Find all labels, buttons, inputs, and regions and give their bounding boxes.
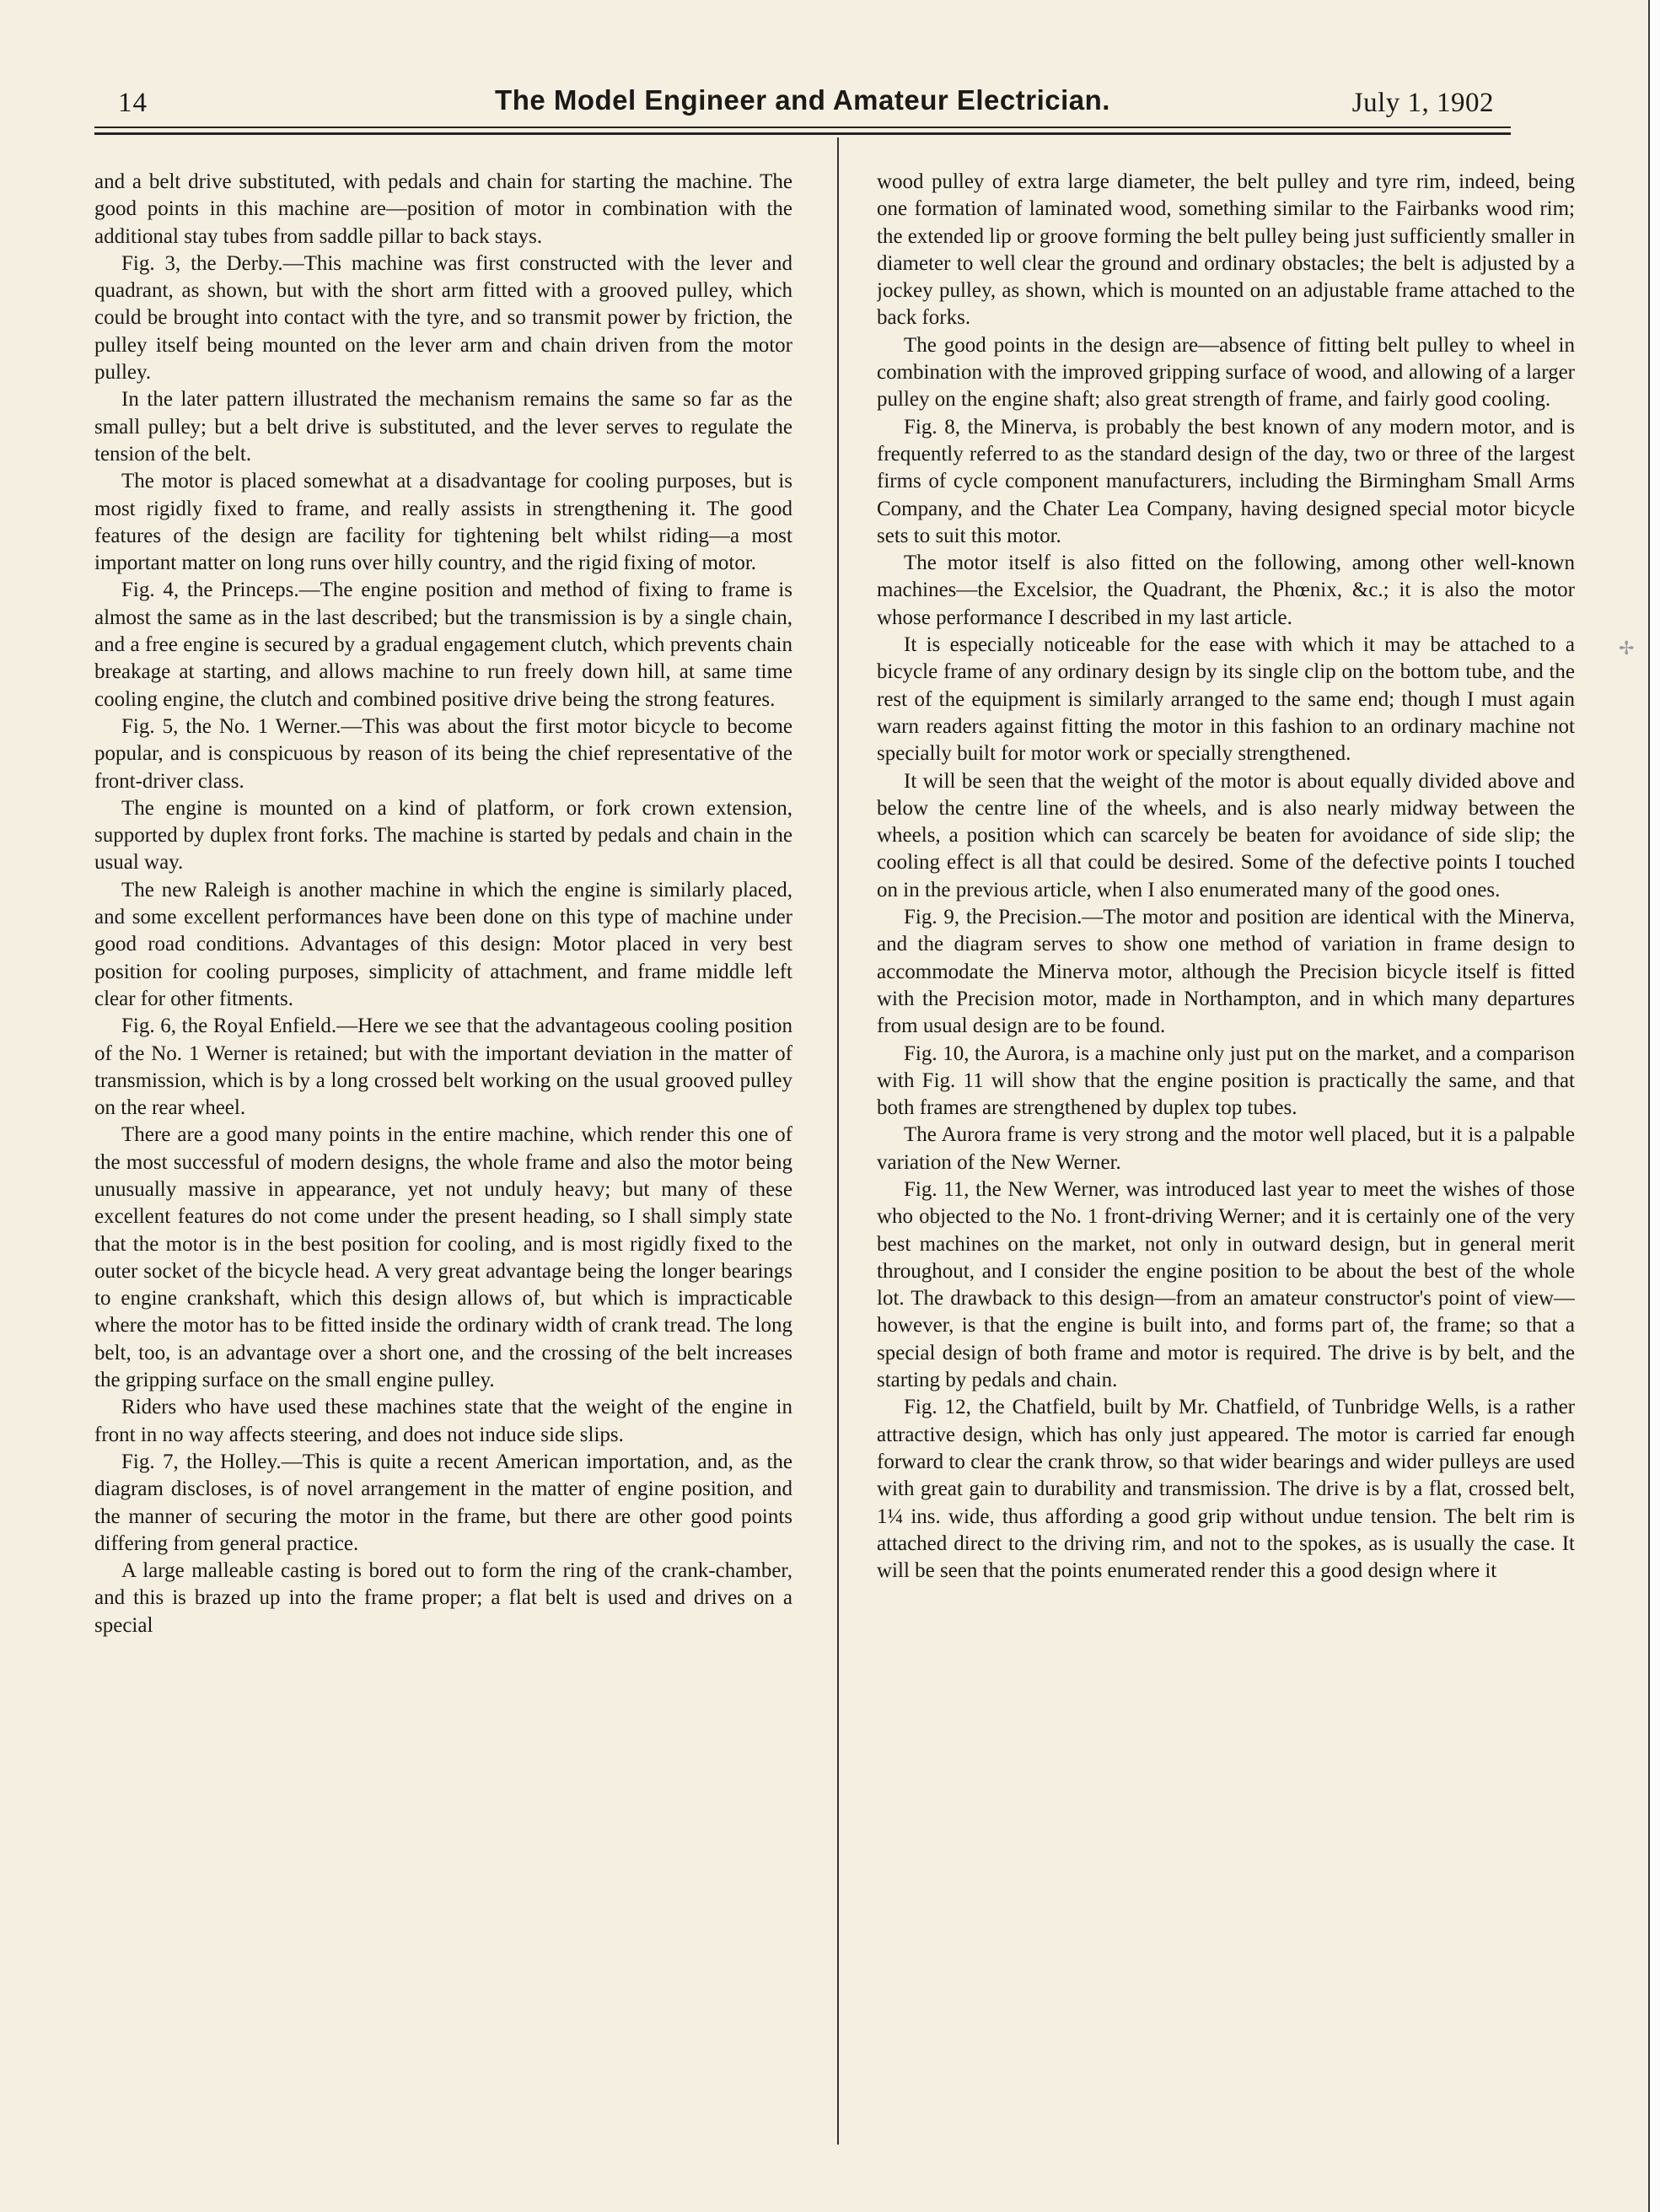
header-rule [94,126,1511,128]
paragraph: Fig. 9, the Precision.—The motor and position are identical with the Minerva, and the diagram serves to show one method of variation in frame design to accommodate the Minerva motor, although the Precision bicycle itself is fitted with the Precision motor, made in Northampton, and in which many departures from usual design are to be found. [877,906,1575,1038]
issue-date: July 1, 1902 [1351,88,1494,118]
header-rule-double [94,132,1511,135]
paragraph: Fig. 12, the Chatfield, built by Mr. Chatfield, of Tunbridge Wells, is a rather attractive design, which has only just appeared. The motor is carried far enough forward to clear the crank throw, so that wider bearings and wider pulleys are used with great gain to durability and transmission. The drive is by a flat, crossed belt, 1¼ ins. wide, thus affording a good grip without undue tension. The belt rim is attached direct to the driving rim, and not to the spokes, as is usually the case. It will be seen that the points enumerated render this a good design where it [877,1396,1575,1583]
page-number: 14 [118,88,148,118]
left-column [94,169,792,2159]
paragraph: Fig. 8, the Minerva, is probably the best known of any modern motor, and is frequently referred to as the standard design of the day, two or three of the largest firms of cycle component manufacturers, including the Birmingham Small Arms Company, and the Chater Lea Company, having designed special motor bicycle sets to suit this motor. [877,415,1575,547]
paragraph: A large malleable casting is bored out to form the ring of the crank-chamber, and this is brazed up into the frame proper; a flat belt is used and drives on a special [94,1559,792,1637]
paragraph: There are a good many points in the entire machine, which render this one of the most successful of modern designs, the whole frame and also the motor being unusually massive in appearance, yet not unduly heavy; but many of these excellent features do not come under the present heading, so I shall simply state that the motor is in the best position for cooling, and is most rigidly fixed to the outer socket of the bicycle head. A very great advantage being the longer bearings to engine crankshaft, which this design allows of, but which is impracticable where the motor has to be fitted inside the ordinary width of crank tread. The long belt, too, is an advantage over a short one, and the crossing of the belt increases the gripping surface on the small engine pulley. [94,1123,792,1392]
right-column [877,169,1575,2159]
paragraph: The good points in the design are—absence of fitting belt pulley to wheel in combination with the improved gripping surface of wood, and allowing of a larger pulley on the engine shaft; also great strength of frame, and fairly good cooling. [877,333,1575,412]
journal-title: The Model Engineer and Amateur Electrician. [495,84,1110,116]
paragraph: Fig. 11, the New Werner, was introduced last year to meet the wishes of those who objected to the No. 1 front-driving Werner; and it is certainly one of the very best machines on the market, not only in outward design, but in general merit throughout, and I consider the engine position to be about the best of the whole lot. The drawback to this design—from an amateur constructor's point of view—however, is that the engine is built into, and forms part of, the frame; so that a special design of both frame and motor is required. The drive is by belt, and the starting by pedals and chain. [877,1177,1575,1392]
paragraph: Fig. 6, the Royal Enfield.—Here we see that the advantageous cooling position of the No. 1 Werner is retained; but with the important deviation in the matter of transmission, which is by a long crossed belt working on the usual grooved pulley on the rear wheel. [94,1015,792,1120]
paragraph: Fig. 5, the No. 1 Werner.—This was about the first motor bicycle to become popular, and is conspicuous by reason of its being the chief representative of the front-driver class. [94,714,792,793]
paragraph: The Aurora frame is very strong and the motor well placed, but it is a palpable variation of the New Werner. [877,1123,1575,1174]
page-edge [1648,0,1660,2212]
paragraph: The motor itself is also fitted on the following, among other well-known machines—the Excelsior, the Quadrant, the Phœnix, &c.; it is also the motor whose performance I described in my last article. [877,552,1575,629]
margin-mark: ✢ [1619,638,1635,659]
paragraph: It will be seen that the weight of the motor is about equally divided above and below the centre line of the wheels, and is also nearly midway between the wheels, a position which can scarcely be beaten for avoidance of side slip; the cooling effect is all that could be desired. Some of the defective points I touched on in the previous article, when I also enumerated many of the good ones. [877,769,1575,901]
paragraph: Fig. 7, the Holley.—This is quite a recent American importation, and, as the diagram discloses, is of novel arrangement in the matter of engine position, and the manner of securing the motor in the frame, but there are other good points differing from general practice. [94,1450,792,1555]
paragraph: wood pulley of extra large diameter, the belt pulley and tyre rim, indeed, being one formation of laminated wood, something similar to the Fairbanks wood rim; the extended lip or groove forming the belt pulley being just sufficiently smaller in diameter to well clear the ground and ordinary obstacles; the belt is adjusted by a jockey pulley, as shown, which is mounted on an adjustable frame attached to the back forks. [877,170,1575,330]
paragraph: and a belt drive substituted, with pedals and chain for starting the machine. The good points in this machine are—position of motor in combination with the additional stay tubes from saddle pillar to back stays. [94,170,792,248]
column-divider [837,137,839,2145]
paragraph: Riders who have used these machines state that the weight of the engine in front in no way affects steering, and does not induce side slips. [94,1396,792,1446]
paragraph: Fig. 3, the Derby.—This machine was first constructed with the lever and quadrant, as shown, but with the short arm fitted with a grooved pulley, which could be brought into contact with the tyre, and so transmit power by friction, the pulley itself being mounted on the lever arm and chain driven from the motor pulley. [94,251,792,385]
paragraph: Fig. 10, the Aurora, is a machine only just put on the market, and a comparison with Fig. 11 will show that the engine position is practically the same, and that both frames are strengthened by duplex top tubes. [877,1041,1575,1120]
paragraph: In the later pattern illustrated the mechanism remains the same so far as the small pulley; but a belt drive is substituted, and the lever serves to regulate the tension of the belt. [94,388,792,466]
paragraph: The new Raleigh is another machine in which the engine is similarly placed, and some excellent performances have been done on this type of machine under good road conditions. Advantages of this design: Motor placed in very best position for cooling purposes, simplicity of attachment, and frame middle left clear for other fitments. [94,878,792,1010]
paragraph: Fig. 4, the Princeps.—The engine position and method of fixing to frame is almost the same as in the last described; but the transmission is by a single chain, and a free engine is secured by a gradual engagement clutch, which prevents chain breakage at starting, and allows machine to run freely down hill, at same time cooling engine, the clutch and combined positive drive being the strong features. [94,579,792,711]
page-header [94,81,1511,125]
paragraph: The engine is mounted on a kind of platform, or fork crown extension, supported by duplex front forks. The machine is started by pedals and chain in the usual way. [94,796,792,875]
paragraph: The motor is placed somewhat at a disadvantage for cooling purposes, but is most rigidly fixed to frame, and really assists in strengthening it. The good features of the design are facility for tightening belt whilst riding—a most important matter on long runs over hilly country, and the rigid fixing of motor. [94,470,792,575]
paragraph: It is especially noticeable for the ease with which it may be attached to a bicycle frame of any ordinary design by its single clip on the bottom tube, and the rest of the equipment is similarly arranged to the same end; though I must again warn readers against fitting the motor in this fashion to an ordinary machine not specially built for motor work or specially strengthened. [877,633,1575,766]
